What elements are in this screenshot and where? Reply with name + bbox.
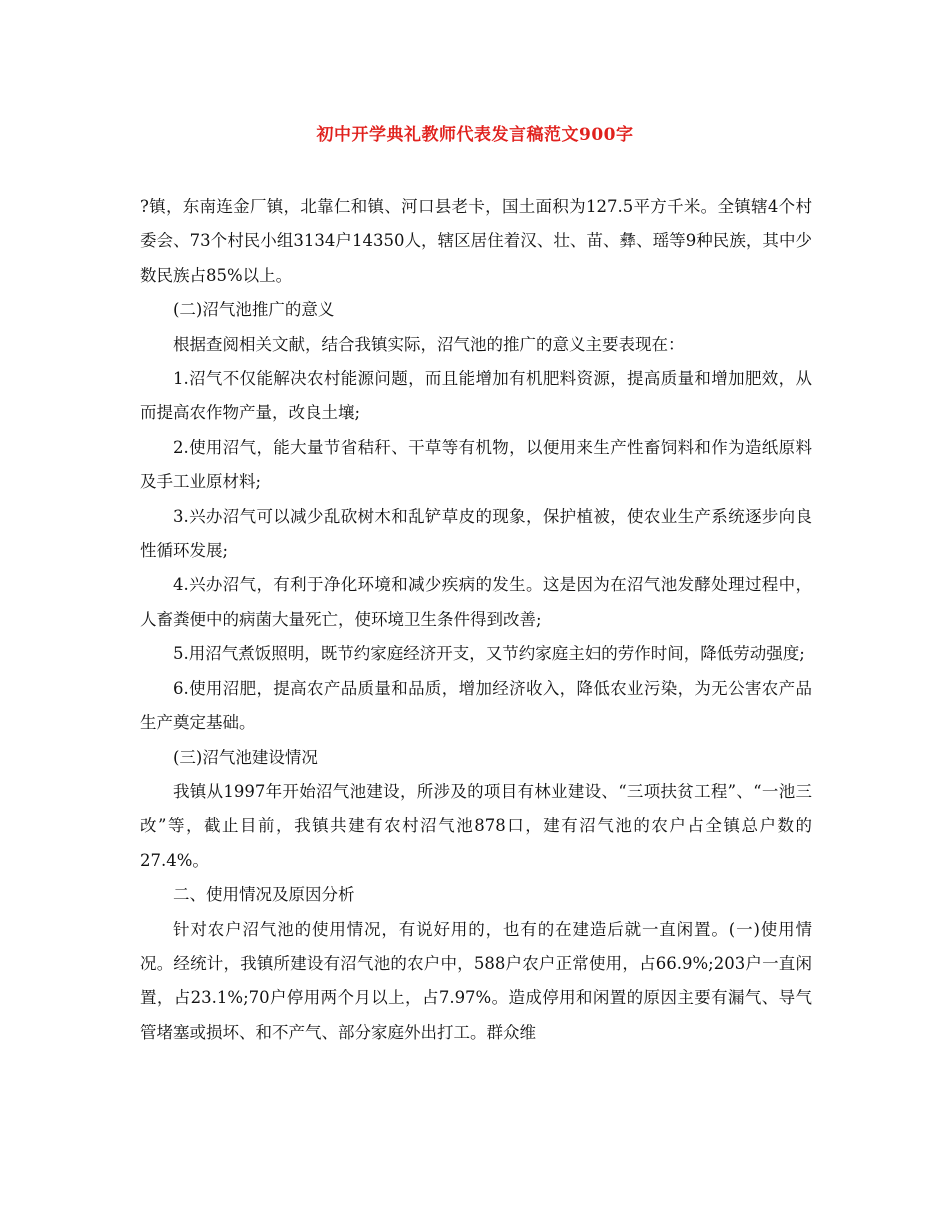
document-title: 初中开学典礼教师代表发言稿范文900字 [316,125,634,145]
paragraph: 3.兴办沼气可以减少乱砍树木和乱铲草皮的现象，保护植被，使农业生产系统逐步向良性循环发展; [140,506,812,561]
paragraph: 6.使用沼肥，提高农产品质量和品质，增加经济收入，降低农业污染，为无公害农产品生产奠定基础。 [140,678,812,733]
paragraph: 5.用沼气煮饭照明，既节约家庭经济开支，又节约家庭主妇的劳作时间，降低劳动强度; [173,644,805,664]
section-heading: 二、使用情况及原因分析 [173,885,355,905]
paragraph: ?镇，东南连金厂镇，北靠仁和镇、河口县老卡，国土面积为127.5平方千米。全镇辖4个村委会、73个村民小组3134户14350人，辖区居住着汉、壮、苗、彝、瑶等9种民族，其中少数民族占85%以上。 [140,197,812,285]
paragraph: 根据查阅相关文献，结合我镇实际，沼气池的推广的意义主要表现在： [173,334,685,354]
paragraph: 1.沼气不仅能解决农村能源问题，而且能增加有机肥料资源，提高质量和增加肥效，从而提高农作物产量，改良土壤; [140,369,812,423]
section-heading: (三)沼气池建设情况 [173,747,318,767]
paragraph: 2.使用沼气，能大量节省秸秆、干草等有机物，以便用来生产性畜饲料和作为造纸原料及手工业原材料; [140,437,812,492]
paragraph: (二)沼气池推广的意义 [173,300,335,320]
paragraph: 针对农户沼气池的使用情况，有说好用的，也有的在建造后就一直闲置。(一)使用情况。经统计，我镇所建设有沼气池的农户中，588户农户正常使用，占66.9%;203户一直闲置，占23.1%;70户停用两个月以上，占7.97%。造成停用和闲置的原因主要有漏气、导气管堵塞或损坏、和不产气、部分家庭外出打工。群众维 [140,919,812,1042]
paragraph: 4.兴办沼气，有利于净化环境和减少疾病的发生。这是因为在沼气池发酵处理过程中，人畜粪便中的病菌大量死亡，使环境卫生条件得到改善; [140,575,812,629]
document-body [140,190,812,1050]
paragraph: 我镇从1997年开始沼气池建设，所涉及的项目有林业建设、“三项扶贫工程”、“一池三改”等，截止目前，我镇共建有农村沼气池878口，建有沼气池的农户占全镇总户数的27.4%。 [140,781,812,870]
